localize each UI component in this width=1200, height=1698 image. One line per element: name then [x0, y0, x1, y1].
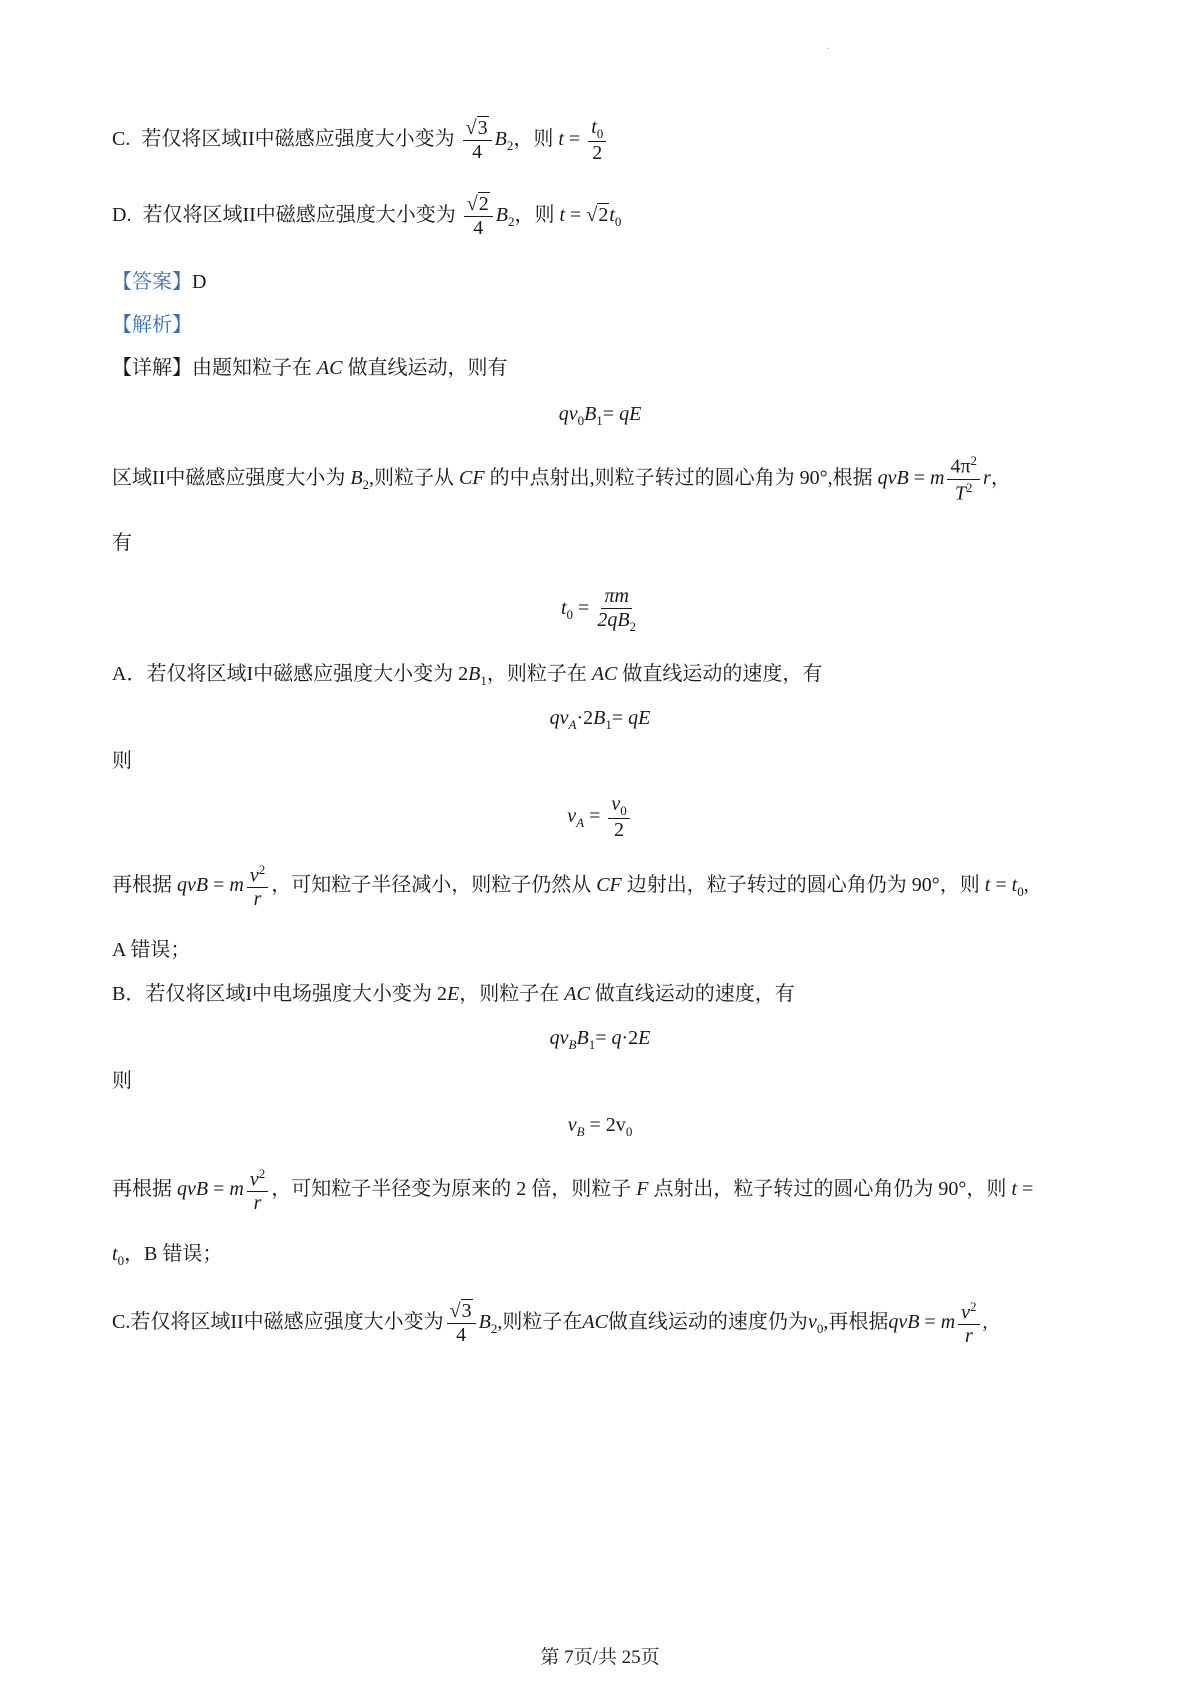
option-c-text: 若仅将区域II中磁感应强度大小变为 [141, 128, 455, 150]
part-a-t: t [984, 874, 991, 896]
part-a-label: A． [112, 663, 147, 685]
para2-cf: CF [459, 467, 485, 489]
option-d: D. 若仅将区域II中磁感应强度大小变为 $\frac{√2}{4}$ $B_2$，则 $t = √2t_0$ [112, 192, 622, 239]
part-a-eq-b: ·2 [576, 707, 594, 729]
part-a-cf: CF [596, 874, 622, 896]
part-a-v-num-sub: 0 [620, 802, 627, 818]
part-b-v-lhs-sub: B [576, 1124, 585, 1139]
part-a-f-fraction [247, 863, 268, 911]
part-b-t0-sub: 0 [117, 1253, 125, 1268]
part-a-f-den: r [253, 888, 262, 911]
eq1-a: qv [558, 403, 578, 425]
option-c-label: C. [112, 128, 131, 150]
para2-a: 区域II中磁感应强度大小为 [112, 467, 346, 489]
part-b-t0: t [112, 1243, 118, 1265]
part-a-velocity: $v_A$ = $\frac{v_0}{2}$ [0, 786, 1200, 846]
header-mark: · [826, 44, 830, 55]
part-c-text-d: ,再根据 [823, 1311, 889, 1333]
part-b-eq-b: B [576, 1027, 589, 1049]
option-c: C. 若仅将区域II中磁感应强度大小变为 $\frac{√3}{4}$ $B_2$，则 t = $\frac{t_0}{2}$ [112, 114, 1088, 164]
option-c-t-num: t [591, 115, 597, 138]
detail-have [112, 529, 1088, 557]
para2-formula-num-sup: 2 [970, 453, 978, 469]
detail-intro-a: 由题知粒子在 [192, 357, 312, 379]
part-b-v-rhs: = 2v [584, 1114, 626, 1136]
detail-intro-b: 做直线运动，则有 [347, 357, 508, 379]
part-a-eq-a: qv [549, 707, 569, 729]
part-a-intro [112, 660, 1088, 695]
part-a-eq-d: = [611, 707, 629, 729]
part-b-again-a: 再根据 [112, 1178, 172, 1200]
para2-formula-num: 4π [950, 455, 971, 478]
eq2-num: πm [601, 586, 631, 609]
para2-formula-m: m [929, 467, 945, 489]
part-a-eq-a-sub: A [568, 717, 577, 732]
part-a-again-end: , [1023, 874, 1029, 896]
part-c-f-num-sup: 2 [970, 1298, 977, 1314]
part-b-again-c: 点射出，粒子转过的圆心角仍为 90°，则 [653, 1178, 1007, 1200]
option-d-t: t [559, 204, 566, 226]
part-c-fraction: $\frac{√3}{4}$ [447, 1301, 476, 1346]
eq2-lhs-sub: 0 [566, 607, 574, 622]
eq1-c: = [602, 403, 620, 425]
option-d-fraction: $\frac{√2}{4}$ [464, 194, 493, 239]
part-b-eq-a-sub: B [568, 1037, 577, 1052]
part-b-eq-e: ·2 [621, 1027, 639, 1049]
para2-formula-den: T [954, 482, 967, 505]
part-a-equation [0, 704, 1200, 739]
analysis-line [112, 311, 1088, 339]
part-b-t-eq: = [1017, 1178, 1034, 1200]
part-b-f-m: m [229, 1178, 244, 1200]
option-d-sep: ，则 [514, 204, 555, 226]
part-a-then-text: 则 [112, 750, 132, 772]
part-b-f-fraction [247, 1167, 268, 1215]
part-c-f-lhs: qvB [888, 1311, 920, 1333]
part-a-f-lhs: qvB [177, 874, 209, 896]
part-a-f-num-sup: 2 [258, 861, 266, 877]
part-b-v-rhs-sub: 0 [625, 1124, 633, 1139]
part-b-text-b: ，则粒子在 [459, 983, 560, 1005]
equation-1 [0, 400, 1200, 435]
part-b-wrong [112, 1240, 1088, 1275]
part-c-label: C. [112, 1311, 131, 1333]
eq2-den-sub: 2 [629, 618, 637, 634]
option-d-text: 若仅将区域II中磁感应强度大小变为 [142, 204, 456, 226]
part-a-text-a: 若仅将区域I中磁感应强度大小变为 2 [146, 663, 469, 685]
option-d-root: 2 [598, 204, 609, 226]
part-a-eq-e: qE [628, 707, 651, 729]
part-a-again-b: ，可知粒子半径减小，则粒子仍然从 [271, 874, 592, 896]
detail-intro [112, 354, 1088, 382]
part-a-ac: AC [591, 663, 618, 685]
part-a-again-a: 再根据 [112, 874, 172, 896]
option-c-radicand: 3 [477, 116, 488, 139]
part-a-t0-sub: 0 [1017, 884, 1024, 899]
part-b-eq-a: qv [549, 1027, 569, 1049]
part-b-eq-f: E [638, 1027, 651, 1049]
option-c-t-fraction [588, 117, 606, 165]
part-c-text-a: 若仅将区域II中磁感应强度大小变为 [130, 1311, 444, 1333]
para2-formula-r: r [983, 467, 991, 489]
part-a-v-den: 2 [614, 819, 625, 842]
part-b-intro [112, 980, 1088, 1008]
page-footer: 第 7页/共 25页 [540, 1647, 660, 1668]
part-c-sub: 2 [490, 1321, 498, 1336]
option-c-var: B [494, 128, 507, 150]
option-d-t0: t [609, 204, 615, 226]
part-a-t-eq: = [990, 874, 1012, 896]
eq1-d: qE [619, 403, 642, 425]
answer-label: 【答案】 [112, 271, 192, 293]
part-b-f-lhs: qvB [177, 1178, 209, 1200]
part-a-v-fraction [608, 794, 629, 842]
option-d-sub: 2 [507, 214, 515, 229]
eq2-lhs: t [560, 597, 567, 619]
part-c-f-den: r [964, 1325, 973, 1348]
part-b-eq-c: = [595, 1027, 612, 1049]
eq1-b-sub: 1 [596, 413, 603, 428]
part-b-f-den: r [253, 1192, 262, 1215]
part-b-f-num-sup: 2 [258, 1165, 266, 1181]
part-a-v-num: v [611, 792, 621, 815]
part-a-then [112, 747, 1088, 775]
part-c-text-b: ,则粒子在 [497, 1311, 583, 1333]
detail-para-2: 区域II中磁感应强度大小为 $B_2$,则粒子从 CF 的中点射出,则粒子转过的圆心角为 90°,根据 qvB = m $\frac{4\pi^2}{T^2}$ r， [112, 453, 1011, 505]
part-b-label: B． [112, 983, 146, 1005]
part-a-b1: B [468, 663, 481, 685]
part-b-again: 再根据 qvB = m $\frac{v^2}{r}$ ，可知粒子半径变为原来的 2 倍，则粒子 F 点射出，粒子转过的圆心角仍为 90°，则 t = [112, 1165, 1034, 1215]
analysis-label: 【解析】 [112, 314, 192, 336]
para2-formula-den-sup: 2 [966, 479, 973, 495]
have-text: 有 [112, 532, 132, 554]
para2-formula-lhs: qvB [877, 467, 909, 489]
part-c-v0: v [807, 1311, 817, 1333]
part-c-radicand: 3 [461, 1299, 472, 1322]
part-a-v-lhs-sub: A [576, 815, 585, 830]
part-c-var: B [478, 1311, 491, 1333]
part-b-ac: AC [564, 983, 590, 1005]
para2-c: 的中点射出,则粒子转过的圆心角为 90°,根据 [489, 467, 873, 489]
part-c-intro: C.若仅将区域II中磁感应强度大小变为 $\frac{√3}{4}$ $B_2$,则粒子在AC做直线运动的速度仍为$v_0$,再根据qvB = m $\frac{v^2}{r}$ , [112, 1298, 988, 1348]
part-b-wrong-text: ，B 错误； [124, 1243, 223, 1265]
part-a-eq-c-sub: 1 [605, 717, 612, 732]
part-a-wrong-text: A 错误； [112, 939, 191, 961]
part-b-equation [0, 1024, 1200, 1059]
part-b-f-num: v [249, 1168, 259, 1191]
option-c-t-num-sub: 0 [596, 125, 604, 141]
eq1-b: B [584, 403, 597, 425]
part-a-f-m: m [229, 874, 244, 896]
part-a-again: 再根据 qvB = m $\frac{v^2}{r}$ ，可知粒子半径减小，则粒子仍然从 CF 边射出，粒子转过的圆心角仍为 90°，则 $t = t_0$, [112, 861, 1029, 911]
option-d-t0-sub: 0 [614, 214, 622, 229]
part-b-e: E [447, 983, 460, 1005]
equation-2: $t_0$ = $\frac{\pi m}{2qB_2}$ [560, 584, 637, 634]
part-b-text-c: 做直线运动的速度，有 [594, 983, 795, 1005]
part-b-text-a: 若仅将区域I中电场强度大小变为 2 [145, 983, 448, 1005]
part-a-f-num: v [249, 864, 259, 887]
part-c-end: , [982, 1311, 988, 1333]
option-c-sep: ，则 [513, 128, 554, 150]
eq2-fraction [597, 586, 636, 634]
part-a-v-lhs: v [567, 805, 577, 827]
part-c-f-fraction [958, 1300, 979, 1348]
para2-b2-sub: 2 [362, 477, 370, 492]
part-b-then [112, 1067, 1088, 1095]
eq1-a-sub: 0 [577, 413, 585, 428]
option-c-sub: 2 [506, 138, 514, 153]
part-c-v0-sub: 0 [816, 1321, 824, 1336]
part-b-eq-d: q [611, 1027, 622, 1049]
part-b-t: t [1011, 1178, 1017, 1200]
option-c-t-den: 2 [592, 142, 603, 165]
part-a-text-b: ，则粒子在 [486, 663, 587, 685]
para2-end: ， [990, 467, 1011, 489]
para2-b2: B [350, 467, 363, 489]
para2-formula-fraction [947, 454, 980, 504]
part-a-t0: t [1011, 874, 1018, 896]
option-d-radicand: 2 [478, 192, 489, 215]
part-b-velocity [0, 1111, 1200, 1146]
option-d-label: D. [112, 204, 132, 226]
detail-ac: AC [317, 357, 343, 379]
part-a-again-c: 边射出，粒子转过的圆心角仍为 90°，则 [626, 874, 980, 896]
option-d-var: B [495, 204, 508, 226]
part-b-then-text: 则 [112, 1070, 132, 1092]
para2-b: ,则粒子从 [369, 467, 455, 489]
part-a-eq-c: B [593, 707, 606, 729]
part-a-wrong [112, 936, 1088, 964]
part-a-b1-sub: 1 [480, 673, 487, 688]
option-d-denominator: 4 [473, 216, 484, 239]
part-c-text-c: 做直线运动的速度仍为 [607, 1311, 808, 1333]
part-c-f-num: v [961, 1301, 971, 1324]
option-c-t: t [558, 128, 564, 150]
option-c-fraction: $\frac{√3}{4}$ [463, 118, 492, 163]
eq2-den: 2qB [597, 608, 630, 631]
part-c-den: 4 [456, 1323, 467, 1346]
answer-line [112, 268, 1088, 296]
part-b-v-lhs: v [567, 1114, 577, 1136]
part-a-text-c: 做直线运动的速度，有 [622, 663, 823, 685]
part-b-eq-b-sub: 1 [588, 1037, 596, 1052]
part-c-f-m: m [940, 1311, 956, 1333]
detail-label: 【详解】 [112, 357, 192, 379]
option-c-denominator: 4 [472, 140, 483, 163]
part-b-f-point: F [636, 1178, 649, 1200]
part-b-again-b: ，可知粒子半径变为原来的 2 倍，则粒子 [271, 1178, 632, 1200]
answer-value: D [192, 271, 207, 293]
part-c-ac: AC [582, 1311, 608, 1333]
